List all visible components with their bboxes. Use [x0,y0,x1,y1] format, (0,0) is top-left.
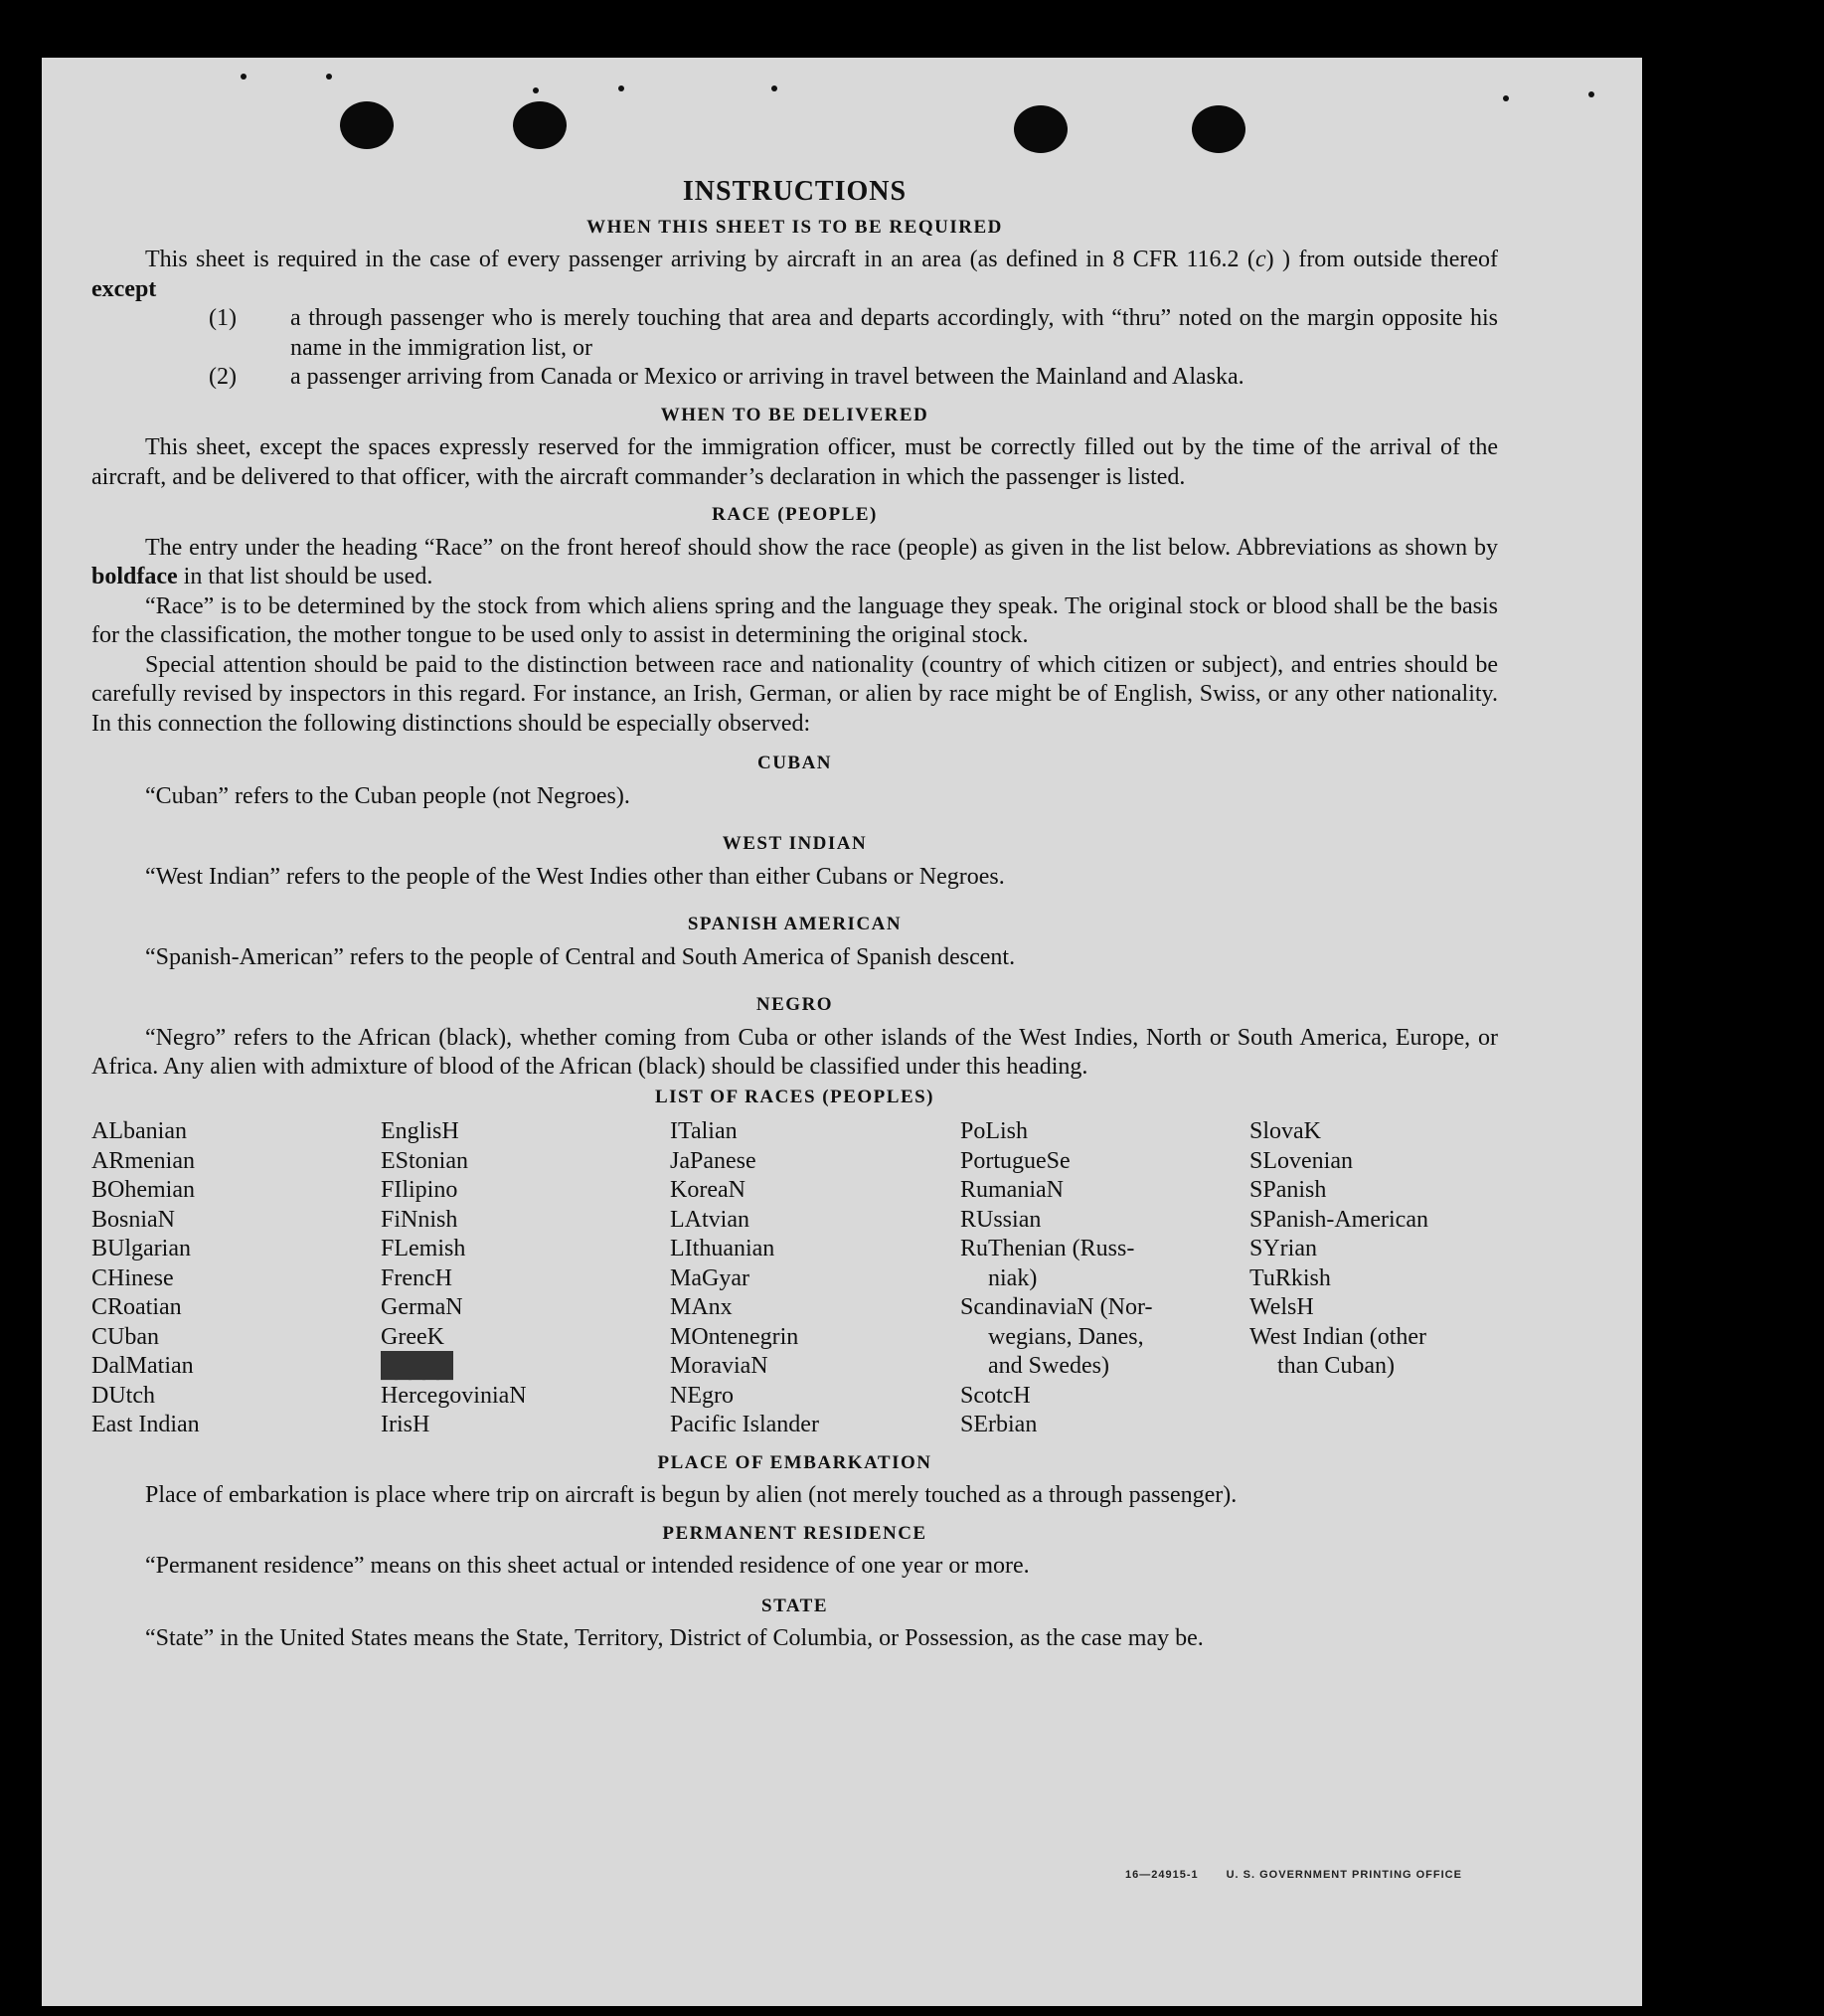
race-list [91,1117,1498,1440]
race-paragraph-3: Special attention should be paid to the distinction between race and nationality (country of which citizen or subject), and entries should be carefully revised by inspectors in this regard. For instance, an Irish, German, or alien by race might be of English, Swiss, or any other nationality. In this connection the following distinctions should be especially observed: [91,651,1498,737]
race-paragraph-1: The entry under the heading “Race” on the front hereof should show the race (people) as given in the list below. Abbreviations as shown by boldface in that list should be used. [91,534,1498,589]
race-column [381,1117,670,1440]
spacer [91,892,1498,910]
race-entry: PoLish [960,1118,1029,1144]
race-entry: wegians, Danes, [988,1323,1144,1350]
heading-race: RACE (PEOPLE) [712,504,878,525]
race-entry-redacted: █████ [381,1353,451,1379]
race-entry: KoreaN [670,1177,746,1203]
heading-state: STATE [761,1595,828,1616]
document-page [42,58,1642,2006]
page-title: INSTRUCTIONS [682,176,908,207]
printer-name: U. S. GOVERNMENT PRINTING OFFICE [1226,1869,1462,1881]
race-entry: BosniaN [91,1206,175,1233]
race-entry: ARmenian [91,1147,195,1174]
race-entry: EStonian [381,1147,468,1174]
instructions-body [91,177,1498,1654]
heading-list-of-races: LIST OF RACES (PEOPLES) [654,1086,935,1107]
heading-negro: NEGRO [755,994,834,1015]
race-entry: ScandinaviaN (Nor- [960,1294,1153,1320]
race-entry: FrencH [381,1264,452,1291]
race-entry: MoraviaN [670,1353,768,1379]
required-item: (1) a through passenger who is merely touching that area and departs accordingly, with “thru” noted on the margin opposite his name in the immigration list, or [209,305,1498,361]
speck [1588,91,1594,97]
heading-cuban: CUBAN [756,753,833,773]
punch-hole [1192,105,1245,153]
spacer [91,811,1498,829]
race-entry: NEgro [670,1382,734,1409]
race-entry: ALbanian [91,1118,187,1144]
race-entry: MOntenegrin [670,1323,799,1350]
heading-embarkation: PLACE OF EMBARKATION [657,1451,932,1473]
speck [618,85,624,91]
state-text: “State” in the United States means the State, Territory, District of Columbia, or Possession, as the case may be. [145,1625,1204,1651]
heading-when-delivered: WHEN TO BE DELIVERED [660,404,929,425]
speck [241,74,247,80]
race-entry: BOhemian [91,1177,195,1203]
race-entry: SLovenian [1249,1147,1353,1174]
race-entry: BUlgarian [91,1236,191,1261]
speck [326,74,332,80]
race-entry: CHinese [91,1264,174,1291]
race-entry: PortugueSe [960,1147,1071,1174]
delivered-text: This sheet, except the spaces expressly reserved for the immigration officer, must be correctly filled out by the time of the arrival of the aircraft, and be delivered to that officer, with the aircraft commander’s declaration in which the passenger is listed. [91,434,1498,490]
required-item: (2) a passenger arriving from Canada or Mexico or arriving in travel between the Mainland and Alaska. [209,364,1244,390]
race-entry: SErbian [960,1412,1038,1437]
punch-hole [513,101,567,149]
race-entry: TuRkish [1249,1264,1331,1291]
race-entry: Pacific Islander [670,1412,819,1437]
race-entry: FLemish [381,1236,466,1261]
race-entry: SPanish-American [1249,1206,1428,1233]
race-entry: RumaniaN [960,1177,1064,1203]
heading-west-indian: WEST INDIAN [722,833,868,854]
race-entry: LIthuanian [670,1236,775,1261]
spanish-american-text: “Spanish-American” refers to the people of Central and South America of Spanish descent. [145,943,1016,970]
race-entry: WelsH [1249,1294,1314,1320]
spacer [91,739,1498,749]
race-entry: West Indian (other [1249,1323,1427,1350]
race-entry: SYrian [1249,1236,1317,1261]
race-column [670,1117,960,1440]
heading-when-required: WHEN THIS SHEET IS TO BE REQUIRED [586,216,1003,238]
race-entry: JaPanese [670,1147,756,1174]
race-entry: GermaN [381,1294,463,1320]
race-entry: LAtvian [670,1206,749,1233]
race-entry: MaGyar [670,1264,749,1291]
race-column [960,1117,1249,1440]
spacer [91,1582,1498,1592]
race-column [91,1117,381,1440]
negro-text: “Negro” refers to the African (black), whether coming from Cuba or other islands of the West Indies, North or South America, Europe, or Africa. Any alien with admixture of blood of the African (black) should be classified under this heading. [91,1024,1498,1080]
residence-text: “Permanent residence” means on this sheet actual or intended residence of one year or more. [145,1553,1030,1579]
race-entry: CUban [91,1323,159,1350]
printer-imprint [1125,1869,1462,1881]
race-entry: ScotcH [960,1382,1031,1409]
race-entry: and Swedes) [988,1353,1109,1379]
embarkation-text: Place of embarkation is place where trip on aircraft is begun by alien (not merely touched as a through passenger). [145,1482,1238,1508]
race-entry: DalMatian [91,1353,194,1379]
race-entry: SPanish [1249,1177,1327,1203]
heading-spanish-american: SPANISH AMERICAN [687,914,903,934]
race-entry: than Cuban) [1277,1353,1395,1379]
race-entry: CRoatian [91,1294,182,1320]
race-entry: DUtch [91,1382,155,1409]
speck [771,85,777,91]
race-entry: IrisH [381,1412,430,1437]
heading-permanent-residence: PERMANENT RESIDENCE [662,1522,927,1544]
race-entry: East Indian [91,1412,200,1437]
race-column [1249,1117,1498,1440]
race-entry: SlovaK [1249,1118,1321,1144]
punch-hole [1014,105,1068,153]
race-entry: MAnx [670,1294,733,1320]
cuban-text: “Cuban” refers to the Cuban people (not Negroes). [145,782,630,809]
speck [533,87,539,93]
race-paragraph-2: “Race” is to be determined by the stock from which aliens spring and the language they speak. The original stock or blood shall be the basis for the classification, the mother tongue to be used only to assist in determining the original stock. [91,592,1498,648]
race-entry: ITalian [670,1118,738,1144]
race-entry: FIlipino [381,1177,458,1203]
race-entry: GreeK [381,1323,444,1350]
race-entry: EnglisH [381,1118,459,1144]
speck [1503,95,1509,101]
form-number: 16—24915-1 [1125,1869,1199,1881]
punch-hole [340,101,394,149]
spacer [91,972,1498,990]
race-entry: niak) [988,1264,1038,1291]
west-indian-text: “West Indian” refers to the people of the West Indies other than either Cubans or Negroes. [145,863,1005,890]
race-entry: RuThenian (Russ- [960,1236,1135,1261]
race-entry: HercegoviniaN [381,1382,527,1409]
required-intro: This sheet is required in the case of every passenger arriving by aircraft in an area (as defined in 8 CFR 116.2 (c) ) from outside thereof except [91,247,1499,302]
race-entry: RUssian [960,1206,1042,1233]
race-entry: FiNnish [381,1206,458,1233]
